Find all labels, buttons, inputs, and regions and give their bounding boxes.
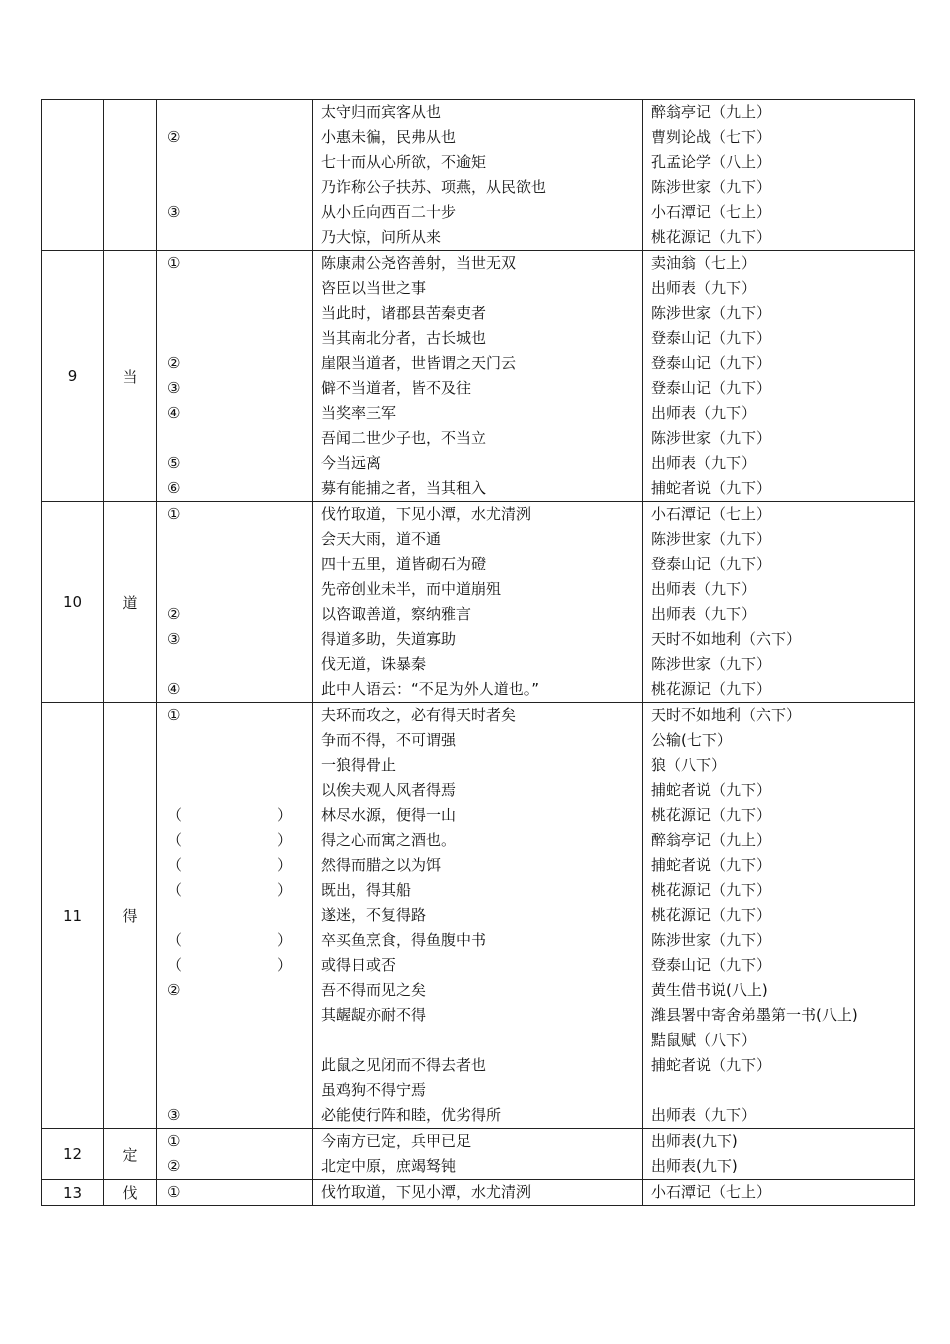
- sense-marker: [157, 301, 312, 326]
- example-sentence: 北定中原，庶竭驽钝: [321, 1157, 457, 1175]
- sense-marker: [157, 175, 312, 200]
- source-text: 卖油翁（七上）: [651, 254, 757, 272]
- entry-number: 13: [42, 1180, 104, 1206]
- example-sentence: 得之心而寓之酒也。: [321, 831, 457, 849]
- sense-marker: [157, 1078, 312, 1103]
- entry-word: 定: [104, 1129, 157, 1180]
- sense-marker: [157, 728, 312, 753]
- table-row: [42, 100, 915, 251]
- example-sentence: 陈康肃公尧咨善射，当世无双: [321, 254, 517, 272]
- source-text: 捕蛇者说（九下）: [651, 479, 772, 497]
- example-sentence: 夫环而攻之，必有得天时者矣: [321, 706, 517, 724]
- entry-word: [104, 100, 157, 251]
- example-sentence: 会天大雨，道不通: [321, 530, 442, 548]
- sense-marker: [157, 1003, 312, 1028]
- example-sentence: 以咨诹善道，察纳雅言: [321, 605, 472, 623]
- example-sentence: 吾闻二世少子也，不当立: [321, 429, 487, 447]
- src-column: [643, 703, 915, 1129]
- example-sentence: 四十五里，道皆砌石为磴: [321, 555, 487, 573]
- example-sentence: 吾不得而见之矣: [321, 981, 427, 999]
- source-text: 捕蛇者说（九下）: [651, 781, 772, 799]
- table-row: [42, 1129, 915, 1180]
- ex-column: [313, 251, 643, 502]
- vocabulary-table: [41, 99, 915, 1206]
- example-sentence: 乃大惊，问所从来: [321, 228, 442, 246]
- sense-marker: ①: [167, 254, 181, 272]
- source-text: 桃花源记（九下）: [651, 228, 772, 246]
- sense-marker: [157, 577, 312, 602]
- source-text: 捕蛇者说（九下）: [651, 1056, 772, 1074]
- table-row: [42, 251, 915, 502]
- example-sentence: 此鼠之见闭而不得去者也: [321, 1056, 487, 1074]
- example-sentence: 伐竹取道，下见小潭，水尤清洌: [321, 505, 532, 523]
- blank-sense-marker: [167, 803, 333, 828]
- sense-marker: ②: [167, 605, 181, 623]
- example-sentence: 咨臣以当世之事: [321, 279, 427, 297]
- src-column: [643, 502, 915, 703]
- source-text: 登泰山记（九下）: [651, 555, 772, 573]
- example-sentence: 争而不得，不可谓强: [321, 731, 457, 749]
- sense-marker: [157, 552, 312, 577]
- sense-marker: ②: [167, 1157, 181, 1175]
- ex-column: [313, 502, 643, 703]
- table-row: [42, 703, 915, 1129]
- example-sentence: 伐无道，诛暴秦: [321, 655, 427, 673]
- entry-number: 12: [42, 1129, 104, 1180]
- source-text: 黄生借书说(八上): [651, 981, 768, 999]
- blank-sense-text: （ ）: [167, 881, 333, 899]
- source-text: [643, 1078, 914, 1103]
- entry-word: 得: [104, 703, 157, 1129]
- sense-marker: ①: [167, 1183, 181, 1201]
- example-sentence: 七十而从心所欲，不逾矩: [321, 153, 487, 171]
- blank-sense-text: （ ）: [167, 856, 333, 874]
- blank-sense-marker: [167, 928, 333, 953]
- example-sentence: 遂迷，不复得路: [321, 906, 427, 924]
- source-text: 捕蛇者说（九下）: [651, 856, 772, 874]
- ex-column: [313, 703, 643, 1129]
- source-text: 天时不如地利（六下）: [651, 630, 802, 648]
- source-text: 陈涉世家（九下）: [651, 931, 772, 949]
- source-text: 桃花源记（九下）: [651, 806, 772, 824]
- sense-marker: [157, 828, 333, 853]
- source-text: 桃花源记（九下）: [651, 680, 772, 698]
- example-sentence: 一狼得骨止: [321, 756, 397, 774]
- example-sentence: 伐竹取道，下见小潭，水尤清洌: [321, 1183, 532, 1201]
- example-sentence: [313, 1028, 642, 1053]
- example-sentence: 虽鸡狗不得宁焉: [321, 1081, 427, 1099]
- blank-sense-marker: [167, 828, 333, 853]
- source-text: 登泰山记（九下）: [651, 379, 772, 397]
- example-sentence: 僻不当道者，皆不及往: [321, 379, 472, 397]
- example-sentence: 以俟夫观人风者得焉: [321, 781, 457, 799]
- entry-number: [42, 100, 104, 251]
- example-sentence: 当奖率三军: [321, 404, 397, 422]
- sense-column: [157, 1129, 313, 1180]
- sense-marker: [157, 753, 312, 778]
- sense-marker: ③: [167, 1106, 181, 1124]
- sense-column: [157, 1180, 313, 1206]
- source-text: 小石潭记（七上）: [651, 505, 772, 523]
- source-text: 曹刿论战（七下）: [651, 128, 772, 146]
- sense-marker: ③: [167, 630, 181, 648]
- example-sentence: 林尽水源，便得一山: [321, 806, 457, 824]
- example-sentence: 今当远离: [321, 454, 382, 472]
- vocabulary-page: [41, 99, 914, 1206]
- example-sentence: 小惠未徧，民弗从也: [321, 128, 457, 146]
- sense-column: [157, 251, 313, 502]
- sense-marker: [157, 652, 312, 677]
- entry-number: 11: [42, 703, 104, 1129]
- example-sentence: 太守归而宾客从也: [321, 103, 442, 121]
- example-sentence: 得道多助，失道寡助: [321, 630, 457, 648]
- source-text: 出师表(九下): [651, 1132, 738, 1150]
- source-text: 登泰山记（九下）: [651, 329, 772, 347]
- example-sentence: 当其南北分者，古长城也: [321, 329, 487, 347]
- table-row: [42, 502, 915, 703]
- source-text: 潍县署中寄舍弟墨第一书(八上): [651, 1006, 858, 1024]
- source-text: 出师表（九下）: [651, 454, 757, 472]
- source-text: 公输(七下）: [651, 731, 732, 749]
- sense-marker: ⑤: [167, 454, 181, 472]
- sense-marker: ①: [167, 1132, 181, 1150]
- source-text: 陈涉世家（九下）: [651, 304, 772, 322]
- sense-marker: [157, 853, 333, 878]
- entry-word: 道: [104, 502, 157, 703]
- sense-marker: ③: [167, 379, 181, 397]
- entry-number: 10: [42, 502, 104, 703]
- blank-sense-marker: [167, 953, 333, 978]
- example-sentence: 既出，得其船: [321, 881, 412, 899]
- sense-marker: [157, 953, 333, 978]
- sense-marker: ①: [167, 505, 181, 523]
- source-text: 天时不如地利（六下）: [651, 706, 802, 724]
- sense-column: [157, 502, 313, 703]
- blank-sense-marker: [167, 853, 333, 878]
- src-column: [643, 251, 915, 502]
- ex-column: [313, 1129, 643, 1180]
- sense-marker: [157, 778, 312, 803]
- sense-marker: [157, 426, 312, 451]
- source-text: 登泰山记（九下）: [651, 354, 772, 372]
- example-sentence: 今南方已定，兵甲已足: [321, 1132, 472, 1150]
- sense-marker: ①: [167, 706, 181, 724]
- source-text: 陈涉世家（九下）: [651, 178, 772, 196]
- sense-marker: ②: [167, 128, 181, 146]
- source-text: 陈涉世家（九下）: [651, 530, 772, 548]
- source-text: 出师表（九下）: [651, 1106, 757, 1124]
- entry-word: 当: [104, 251, 157, 502]
- example-sentence: 或得日或否: [321, 956, 397, 974]
- sense-marker: [157, 225, 312, 250]
- example-sentence: 其龌龊亦耐不得: [321, 1006, 427, 1024]
- source-text: 醉翁亭记（九上）: [651, 831, 772, 849]
- table-body: [42, 100, 915, 1206]
- example-sentence: 崖限当道者，世皆谓之天门云: [321, 354, 517, 372]
- source-text: 桃花源记（九下）: [651, 906, 772, 924]
- blank-sense-text: （ ）: [167, 806, 333, 824]
- source-text: 狼（八下）: [651, 756, 727, 774]
- example-sentence: 乃诈称公子扶苏、项燕，从民欲也: [321, 178, 547, 196]
- source-text: 小石潭记（七上）: [651, 203, 772, 221]
- source-text: 出师表（九下）: [651, 605, 757, 623]
- sense-marker: [157, 878, 333, 903]
- sense-marker: ②: [167, 981, 181, 999]
- entry-number: 9: [42, 251, 104, 502]
- sense-marker: [157, 928, 333, 953]
- ex-column: [313, 100, 643, 251]
- sense-marker: [157, 903, 312, 928]
- source-text: 孔孟论学（八上）: [651, 153, 772, 171]
- blank-sense-text: （ ）: [167, 956, 333, 974]
- source-text: 陈涉世家（九下）: [651, 655, 772, 673]
- sense-marker: [157, 1028, 312, 1053]
- src-column: [643, 100, 915, 251]
- source-text: 黠鼠赋（八下）: [651, 1031, 757, 1049]
- sense-marker: [157, 1053, 312, 1078]
- ex-column: [313, 1180, 643, 1206]
- sense-marker: [157, 527, 312, 552]
- source-text: 醉翁亭记（九上）: [651, 103, 772, 121]
- example-sentence: 然得而腊之以为饵: [321, 856, 442, 874]
- sense-marker: [157, 803, 333, 828]
- source-text: 桃花源记（九下）: [651, 881, 772, 899]
- source-text: 陈涉世家（九下）: [651, 429, 772, 447]
- example-sentence: 从小丘向西百二十步: [321, 203, 457, 221]
- source-text: 出师表(九下): [651, 1157, 738, 1175]
- sense-marker: ③: [167, 203, 181, 221]
- sense-marker: ②: [167, 354, 181, 372]
- source-text: 登泰山记（九下）: [651, 956, 772, 974]
- src-column: [643, 1129, 915, 1180]
- source-text: 出师表（九下）: [651, 580, 757, 598]
- source-text: 出师表（九下）: [651, 279, 757, 297]
- blank-sense-marker: [167, 878, 333, 903]
- example-sentence: 此中人语云：“不足为外人道也。”: [321, 680, 540, 698]
- sense-marker: [157, 150, 312, 175]
- blank-sense-text: （ ）: [167, 931, 333, 949]
- sense-column: [157, 100, 313, 251]
- example-sentence: 先帝创业未半，而中道崩殂: [321, 580, 502, 598]
- src-column: [643, 1180, 915, 1206]
- sense-marker: [157, 276, 312, 301]
- sense-marker: ④: [167, 404, 181, 422]
- example-sentence: 必能使行阵和睦，优劣得所: [321, 1106, 502, 1124]
- blank-sense-text: （ ）: [167, 831, 333, 849]
- source-text: 小石潭记（七上）: [651, 1183, 772, 1201]
- example-sentence: 募有能捕之者，当其租入: [321, 479, 487, 497]
- table-row: [42, 1180, 915, 1206]
- sense-marker: ⑥: [167, 479, 181, 497]
- sense-marker: ④: [167, 680, 181, 698]
- sense-marker: [157, 100, 312, 125]
- source-text: 出师表（九下）: [651, 404, 757, 422]
- example-sentence: 当此时，诸郡县苦秦吏者: [321, 304, 487, 322]
- example-sentence: 卒买鱼烹食，得鱼腹中书: [321, 931, 487, 949]
- sense-marker: [157, 326, 312, 351]
- entry-word: 伐: [104, 1180, 157, 1206]
- sense-column: [157, 703, 333, 1129]
